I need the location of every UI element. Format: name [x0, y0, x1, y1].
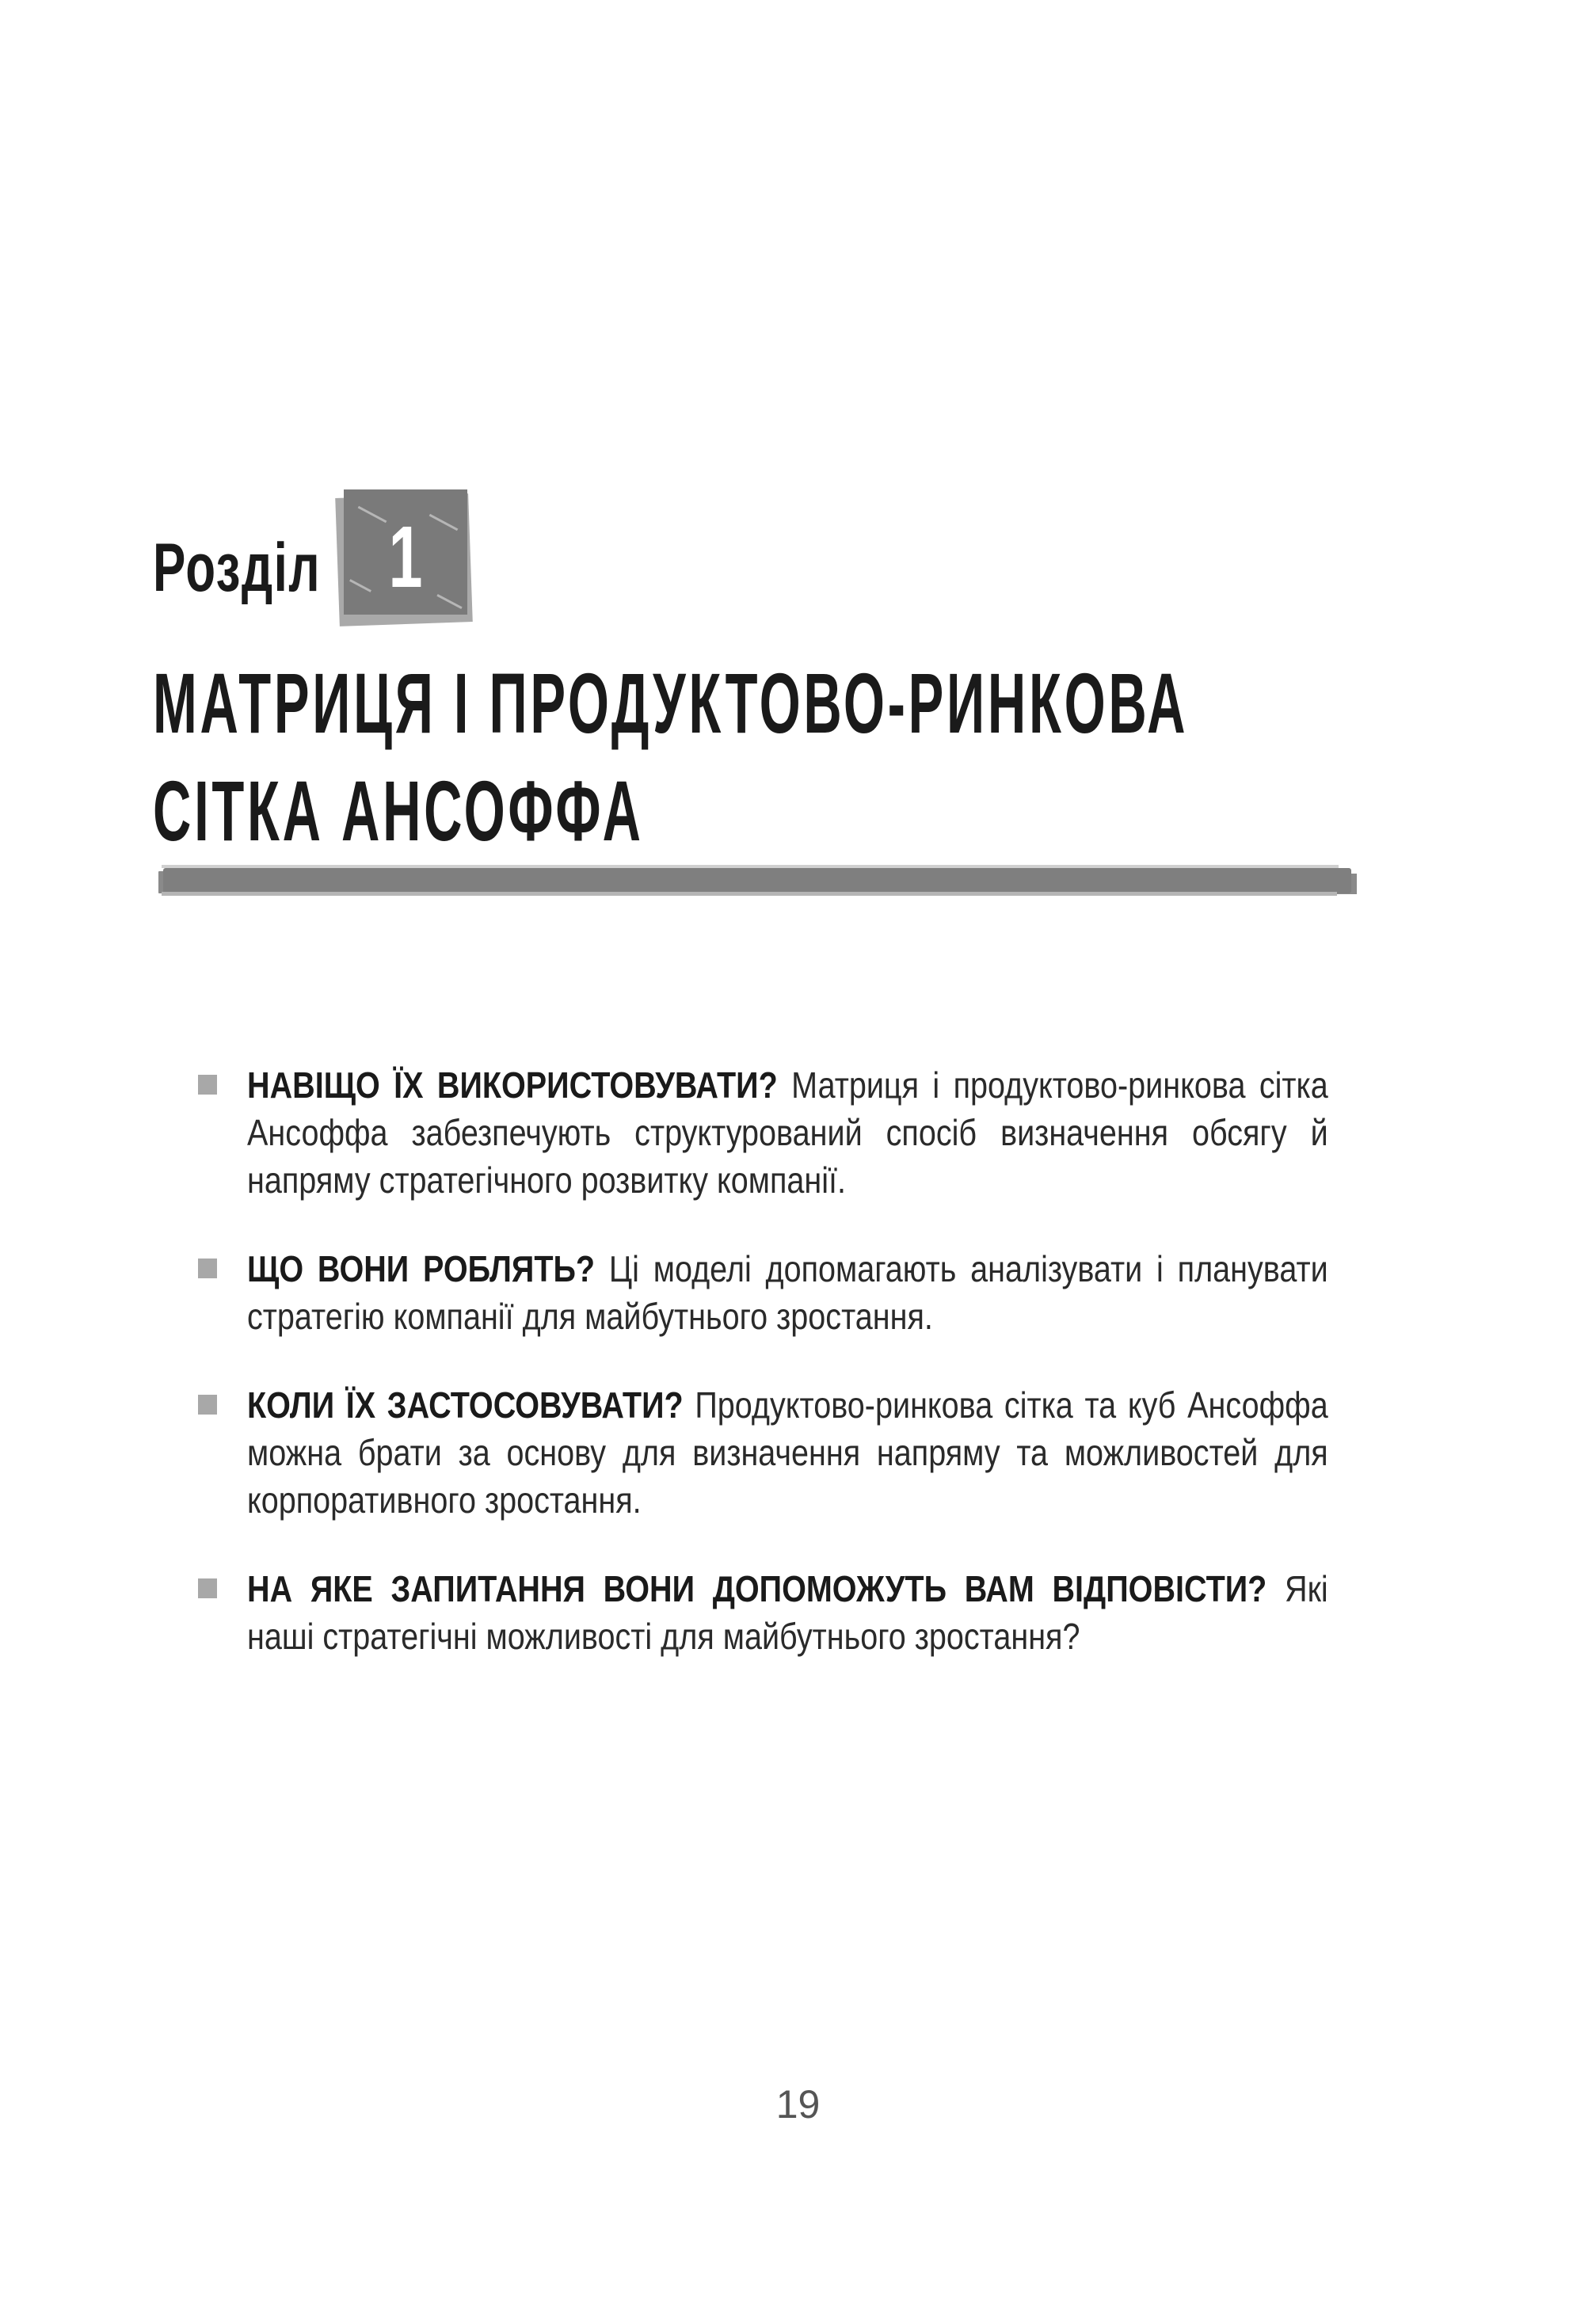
square-bullet-icon: [198, 1259, 217, 1278]
summary-list: [198, 1061, 1331, 1701]
chapter-title-line-1: МАТРИЦЯ І ПРОДУКТОВО-РИНКОВА: [153, 655, 1189, 751]
item-answer: Продуктово-ринкова сітка та куб Ансоффа можна брати за основу для визначення напряму та можливостей для корпоративного зростання.: [247, 1384, 1328, 1521]
item-answer: Ці моделі допомагають аналізувати і планувати стратегію компанії для майбутнього зростання.: [247, 1248, 1328, 1337]
item-answer: Які наші стратегічні можливості для майбутнього зростання?: [247, 1568, 1328, 1657]
chapter-title-line-2: СІТКА АНСОФФА: [153, 763, 644, 859]
brush-stroke-lowlight: [162, 892, 1337, 896]
item-question: НА ЯКЕ ЗАПИТАННЯ ВОНИ ДОПОМОЖУТЬ ВАМ ВІДПОВІСТИ?: [247, 1568, 1267, 1609]
list-item-text: [247, 1565, 1328, 1660]
item-question: КОЛИ ЇХ ЗАСТОСОВУВАТИ?: [247, 1384, 684, 1426]
list-item-text: [247, 1061, 1328, 1204]
square-bullet-icon: [198, 1075, 217, 1095]
chapter-title: [153, 649, 1188, 865]
brush-stroke-divider: [155, 860, 1359, 900]
item-question: ЩО ВОНИ РОБЛЯТЬ?: [247, 1248, 596, 1289]
square-bullet-icon: [198, 1578, 217, 1598]
list-item-text: [247, 1381, 1328, 1524]
chapter-label: Розділ: [153, 530, 322, 606]
item-answer: Матриця і продуктово-ринкова сітка Ансоффа забезпечують структурований спосіб визначення обсягу й напряму стратегічного розвитку компанії.: [247, 1064, 1328, 1201]
list-item: [198, 1245, 1331, 1340]
list-item: [198, 1381, 1331, 1524]
square-bullet-icon: [198, 1395, 217, 1415]
list-item-text: [247, 1245, 1328, 1340]
item-question: НАВІЩО ЇХ ВИКОРИСТОВУВАТИ?: [247, 1064, 778, 1106]
list-item: [198, 1061, 1331, 1204]
page-number: 19: [775, 2082, 821, 2127]
brush-stroke-main: [163, 868, 1351, 893]
chapter-number: 1: [388, 508, 423, 606]
chapter-number-box: [341, 489, 467, 616]
list-item: [198, 1565, 1331, 1660]
